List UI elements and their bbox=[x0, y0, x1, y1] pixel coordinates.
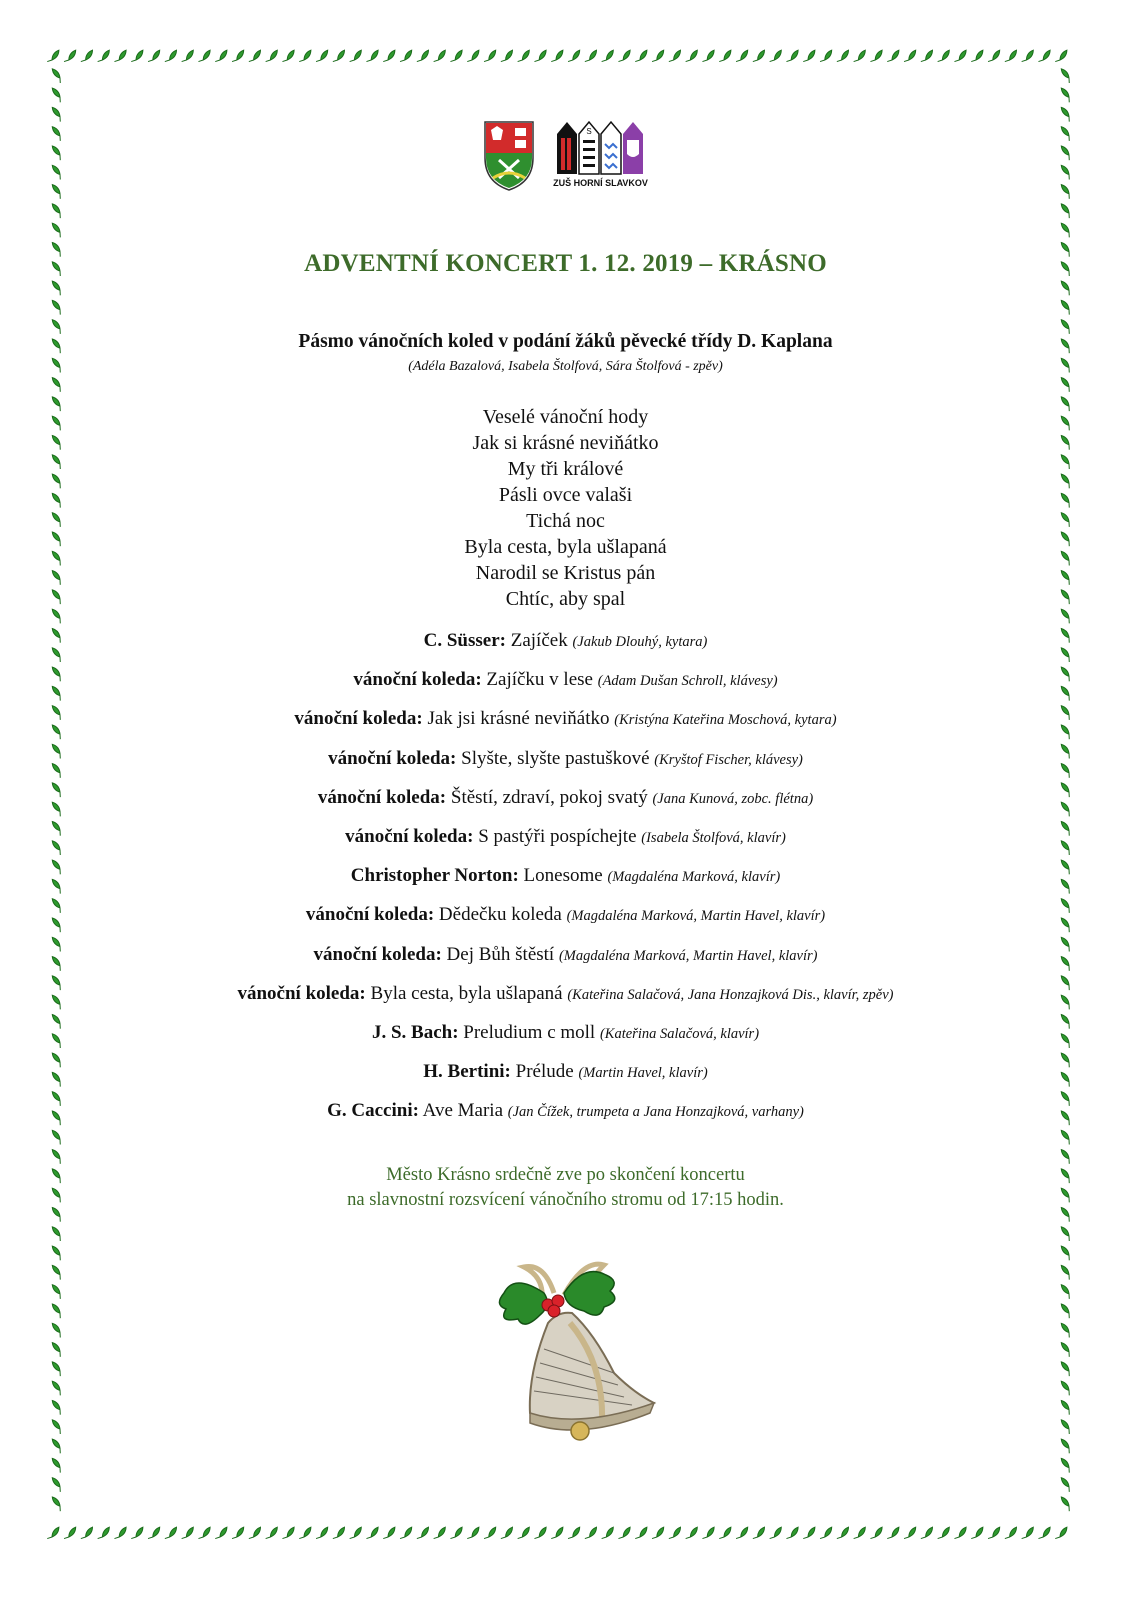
subtitle: Pásmo vánočních koled v podání žáků pěvecké třídy D. Kaplana bbox=[298, 331, 833, 352]
holly-leaf bbox=[50, 1245, 64, 1260]
holly-leaf bbox=[50, 299, 64, 314]
holly-leaf bbox=[719, 1525, 732, 1541]
holly-leaf bbox=[467, 48, 480, 64]
program-item bbox=[0, 628, 1131, 667]
program-item bbox=[0, 981, 1131, 1020]
holly-leaf bbox=[887, 48, 900, 64]
holly-leaf bbox=[182, 48, 195, 64]
performer: (Kateřina Salačová, Jana Honzajková Dis., klavír, zpěv) bbox=[567, 986, 894, 1003]
holly-leaf bbox=[568, 1525, 581, 1541]
holly-leaf bbox=[400, 1525, 413, 1541]
holly-leaf bbox=[50, 1361, 64, 1376]
piece: Ave Maria bbox=[418, 1100, 508, 1122]
performers: (Adéla Bazalová, Isabela Štolfová, Sára Štolfová - zpěv) bbox=[408, 359, 723, 374]
holly-leaf bbox=[585, 48, 598, 64]
holly-leaf bbox=[50, 280, 64, 295]
holly-leaf bbox=[1022, 48, 1035, 64]
holly-leaf bbox=[249, 1525, 262, 1541]
holly-leaf bbox=[1059, 222, 1073, 237]
piece: Dědečku koleda bbox=[434, 904, 567, 926]
holly-leaf bbox=[299, 1525, 312, 1541]
piece: Prélude bbox=[510, 1061, 579, 1083]
holly-leaf bbox=[702, 1525, 715, 1541]
holly-leaf bbox=[635, 1525, 648, 1541]
holly-leaf bbox=[854, 1525, 867, 1541]
school-logo bbox=[553, 120, 648, 188]
program-item bbox=[0, 1020, 1131, 1059]
holly-leaf bbox=[820, 48, 833, 64]
song-item: Jak si krásné neviňátko bbox=[472, 432, 659, 454]
holly-leaf bbox=[1005, 48, 1018, 64]
holly-leaf bbox=[904, 1525, 917, 1541]
holly-leaf bbox=[1059, 1380, 1073, 1395]
holly-leaf bbox=[131, 48, 144, 64]
holly-leaf bbox=[81, 48, 94, 64]
holly-leaf bbox=[534, 1525, 547, 1541]
holly-leaf bbox=[98, 48, 111, 64]
holly-leaf bbox=[652, 1525, 665, 1541]
holly-leaf bbox=[50, 1419, 64, 1434]
composer: vánoční koleda: bbox=[313, 943, 442, 965]
song-item: Narodil se Kristus pán bbox=[475, 562, 656, 584]
holly-leaf bbox=[1059, 1341, 1073, 1356]
piece: Byla cesta, byla ušlapaná bbox=[365, 982, 568, 1004]
holly-leaf bbox=[50, 1438, 64, 1453]
song-item: Byla cesta, byla ušlapaná bbox=[464, 536, 667, 558]
holly-leaf bbox=[1059, 203, 1073, 218]
holly-leaf bbox=[316, 48, 329, 64]
performer: (Jana Kunová, zobc. flétna) bbox=[652, 790, 814, 807]
holly-leaf bbox=[770, 48, 783, 64]
holly-leaf bbox=[484, 1525, 497, 1541]
program-item bbox=[0, 785, 1131, 824]
holly-leaf bbox=[938, 1525, 951, 1541]
holly-leaf bbox=[1005, 1525, 1018, 1541]
holly-leaf bbox=[753, 1525, 766, 1541]
holly-leaf bbox=[702, 48, 715, 64]
piece: Slyšte, slyšte pastuškové bbox=[456, 747, 655, 769]
composer: H. Bertini: bbox=[423, 1061, 511, 1083]
holly-leaf bbox=[1059, 1322, 1073, 1337]
invitation-line: Město Krásno srdečně zve po skončení koncertu bbox=[386, 1165, 745, 1185]
holly-leaf bbox=[988, 1525, 1001, 1541]
song-item: Chtíc, aby spal bbox=[505, 588, 626, 610]
holly-leaf bbox=[434, 48, 447, 64]
holly-leaf bbox=[333, 48, 346, 64]
holly-leaf bbox=[870, 1525, 883, 1541]
performer: (Magdaléna Marková, Martin Havel, klavír) bbox=[566, 908, 826, 925]
logo-row bbox=[0, 120, 1131, 192]
holly-leaf bbox=[50, 1457, 64, 1472]
holly-leaf bbox=[165, 48, 178, 64]
holly-leaf bbox=[803, 48, 816, 64]
holly-leaf bbox=[971, 48, 984, 64]
song-item: Pásli ovce valaši bbox=[498, 484, 633, 506]
program-item bbox=[0, 824, 1131, 863]
holly-leaf bbox=[1055, 1525, 1068, 1541]
holly-leaf bbox=[1059, 1148, 1073, 1163]
holly-leaf bbox=[50, 1226, 64, 1241]
performer: (Kristýna Kateřina Moschová, kytara) bbox=[614, 712, 837, 729]
holly-leaf bbox=[786, 1525, 799, 1541]
holly-leaf bbox=[971, 1525, 984, 1541]
holly-leaf bbox=[568, 48, 581, 64]
holly-leaf bbox=[1059, 1457, 1073, 1472]
piece: Štěstí, zdraví, pokoj svatý bbox=[446, 786, 653, 808]
holly-leaf bbox=[602, 48, 615, 64]
holly-leaf bbox=[753, 48, 766, 64]
program-item bbox=[0, 667, 1131, 706]
holly-leaf bbox=[215, 1525, 228, 1541]
holly-leaf bbox=[1059, 280, 1073, 295]
holly-leaf bbox=[450, 1525, 463, 1541]
holly-leaf bbox=[736, 1525, 749, 1541]
holly-leaf bbox=[417, 48, 430, 64]
holly-leaf bbox=[81, 1525, 94, 1541]
holly-leaf bbox=[148, 1525, 161, 1541]
holly-leaf bbox=[114, 1525, 127, 1541]
performer: (Magdaléna Marková, Martin Havel, klavír) bbox=[558, 947, 818, 964]
holly-leaf bbox=[467, 1525, 480, 1541]
holly-leaf bbox=[1059, 1283, 1073, 1298]
holly-leaf bbox=[1059, 1245, 1073, 1260]
holly-leaf bbox=[1055, 48, 1068, 64]
holly-leaf bbox=[988, 48, 1001, 64]
holly-leaf bbox=[383, 48, 396, 64]
holly-leaf bbox=[400, 48, 413, 64]
holly-leaf bbox=[1059, 376, 1073, 391]
holly-leaf bbox=[50, 222, 64, 237]
song-item: My tři králové bbox=[507, 458, 624, 480]
holly-leaf bbox=[50, 1496, 64, 1511]
holly-leaf bbox=[618, 1525, 631, 1541]
composer: G. Caccini: bbox=[327, 1100, 419, 1122]
holly-leaf bbox=[148, 48, 161, 64]
holly-leaf bbox=[1059, 68, 1073, 83]
piece: Zajíček bbox=[505, 630, 573, 651]
performer: (Magdaléna Marková, klavír) bbox=[607, 869, 781, 886]
holly-leaf bbox=[50, 87, 64, 102]
holly-leaf bbox=[333, 1525, 346, 1541]
composer: J. S. Bach: bbox=[371, 1021, 459, 1043]
holly-leaf bbox=[50, 1322, 64, 1337]
holly-leaf bbox=[215, 48, 228, 64]
holly-leaf bbox=[282, 1525, 295, 1541]
holly-leaf bbox=[1059, 1226, 1073, 1241]
performer: (Isabela Štolfová, klavír) bbox=[641, 829, 786, 846]
holly-leaf bbox=[50, 1148, 64, 1163]
holly-leaf bbox=[551, 48, 564, 64]
holly-leaf bbox=[1059, 1303, 1073, 1318]
town-crest-icon bbox=[483, 120, 535, 192]
holly-leaf bbox=[652, 48, 665, 64]
holly-leaf bbox=[921, 1525, 934, 1541]
christmas-bell-icon bbox=[484, 1253, 664, 1453]
composer: Christopher Norton: bbox=[350, 865, 519, 887]
holly-leaf bbox=[954, 48, 967, 64]
holly-leaf bbox=[551, 1525, 564, 1541]
holly-leaf bbox=[686, 48, 699, 64]
composer: vánoční koleda: bbox=[237, 982, 366, 1004]
holly-leaf bbox=[299, 48, 312, 64]
composer: C. Süsser: bbox=[423, 630, 506, 651]
program-item bbox=[0, 1098, 1131, 1137]
holly-leaf bbox=[602, 1525, 615, 1541]
holly-leaf bbox=[820, 1525, 833, 1541]
holly-leaf bbox=[417, 1525, 430, 1541]
holly-leaf bbox=[786, 48, 799, 64]
holly-leaf bbox=[434, 1525, 447, 1541]
holly-leaf bbox=[837, 48, 850, 64]
holly-leaf bbox=[350, 48, 363, 64]
holly-leaf bbox=[266, 48, 279, 64]
holly-leaf bbox=[1022, 1525, 1035, 1541]
invitation bbox=[0, 1163, 1131, 1213]
holly-leaf bbox=[938, 48, 951, 64]
holly-leaf bbox=[1059, 1399, 1073, 1414]
holly-leaf bbox=[803, 1525, 816, 1541]
holly-leaf bbox=[686, 1525, 699, 1541]
holly-leaf bbox=[50, 1341, 64, 1356]
holly-leaf bbox=[316, 1525, 329, 1541]
performer: (Martin Havel, klavír) bbox=[578, 1065, 708, 1082]
invitation-line: na slavnostní rozsvícení vánočního stromu od 17:15 hodin. bbox=[347, 1190, 784, 1210]
holly-leaf bbox=[484, 48, 497, 64]
performer: (Adam Dušan Schroll, klávesy) bbox=[597, 673, 778, 690]
holly-leaf bbox=[47, 48, 60, 64]
holly-leaf bbox=[282, 48, 295, 64]
song-list bbox=[0, 404, 1131, 612]
holly-leaf bbox=[518, 1525, 531, 1541]
holly-leaf bbox=[954, 1525, 967, 1541]
holly-leaf bbox=[854, 48, 867, 64]
holly-leaf bbox=[1059, 1264, 1073, 1279]
holly-leaf bbox=[1038, 1525, 1051, 1541]
performer: (Kateřina Salačová, klavír) bbox=[599, 1025, 760, 1042]
song-item: Tichá noc bbox=[526, 510, 605, 532]
program-item bbox=[0, 863, 1131, 902]
holly-leaf bbox=[1059, 1438, 1073, 1453]
holly-leaf bbox=[366, 1525, 379, 1541]
holly-leaf bbox=[635, 48, 648, 64]
program-item bbox=[0, 942, 1131, 981]
holly-leaf bbox=[870, 48, 883, 64]
performer: (Jan Čížek, trumpeta a Jana Honzajková, varhany) bbox=[507, 1104, 804, 1121]
holly-leaf bbox=[719, 48, 732, 64]
composer: vánoční koleda: bbox=[294, 708, 423, 730]
holly-leaf bbox=[1059, 87, 1073, 102]
holly-leaf bbox=[232, 1525, 245, 1541]
holly-leaf bbox=[131, 1525, 144, 1541]
holly-leaf bbox=[50, 1264, 64, 1279]
holly-leaf bbox=[887, 1525, 900, 1541]
program-item bbox=[0, 1059, 1131, 1098]
holly-leaf bbox=[669, 48, 682, 64]
page-title: ADVENTNÍ KONCERT 1. 12. 2019 – KRÁSNO bbox=[304, 250, 827, 277]
holly-leaf bbox=[50, 1303, 64, 1318]
holly-leaf bbox=[770, 1525, 783, 1541]
holly-leaf bbox=[366, 48, 379, 64]
holly-leaf bbox=[904, 48, 917, 64]
holly-leaf bbox=[501, 1525, 514, 1541]
holly-leaf bbox=[232, 48, 245, 64]
composer: vánoční koleda: bbox=[328, 747, 457, 769]
holly-leaf bbox=[114, 48, 127, 64]
holly-leaf bbox=[249, 48, 262, 64]
holly-leaf bbox=[618, 48, 631, 64]
program-item bbox=[0, 902, 1131, 941]
holly-leaf bbox=[1059, 1419, 1073, 1434]
program-item bbox=[0, 706, 1131, 745]
holly-leaf bbox=[50, 68, 64, 83]
holly-leaf bbox=[266, 1525, 279, 1541]
holly-leaf bbox=[585, 1525, 598, 1541]
holly-leaf bbox=[198, 48, 211, 64]
piece: Preludium c moll bbox=[458, 1021, 600, 1043]
program-list bbox=[0, 628, 1131, 1137]
holly-leaf bbox=[350, 1525, 363, 1541]
holly-leaf bbox=[921, 48, 934, 64]
holly-leaf bbox=[669, 1525, 682, 1541]
piece: Jak jsi krásné neviňátko bbox=[422, 708, 615, 730]
holly-leaf bbox=[450, 48, 463, 64]
holly-leaf bbox=[198, 1525, 211, 1541]
holly-leaf bbox=[64, 1525, 77, 1541]
holly-leaf bbox=[165, 1525, 178, 1541]
holly-leaf bbox=[518, 48, 531, 64]
holly-leaf bbox=[383, 1525, 396, 1541]
svg-text:S: S bbox=[585, 127, 592, 136]
holly-leaf bbox=[1059, 299, 1073, 314]
holly-leaf bbox=[50, 376, 64, 391]
composer: vánoční koleda: bbox=[317, 786, 447, 808]
zus-horni-slavkov-logo-icon bbox=[555, 120, 647, 176]
holly-leaf bbox=[534, 48, 547, 64]
composer: vánoční koleda: bbox=[345, 825, 474, 847]
holly-leaf bbox=[50, 1283, 64, 1298]
holly-leaf bbox=[736, 48, 749, 64]
holly-leaf bbox=[50, 1380, 64, 1395]
holly-leaf bbox=[50, 203, 64, 218]
holly-leaf bbox=[182, 1525, 195, 1541]
holly-leaf bbox=[837, 1525, 850, 1541]
holly-leaf bbox=[501, 48, 514, 64]
holly-leaf bbox=[1059, 1496, 1073, 1511]
song-item: Veselé vánoční hody bbox=[482, 406, 649, 428]
piece: Zajíčku v lese bbox=[481, 669, 598, 691]
holly-leaf bbox=[1038, 48, 1051, 64]
piece: Lonesome bbox=[518, 865, 608, 887]
composer: vánoční koleda: bbox=[353, 669, 482, 691]
holly-leaf bbox=[98, 1525, 111, 1541]
performer: (Jakub Dlouhý, kytara) bbox=[572, 634, 708, 650]
holly-leaf bbox=[64, 48, 77, 64]
holly-leaf bbox=[1059, 1476, 1073, 1491]
performer: (Kryštof Fischer, klávesy) bbox=[654, 751, 803, 768]
composer: vánoční koleda: bbox=[305, 904, 435, 926]
school-logo-caption: ZUŠ HORNÍ SLAVKOV bbox=[553, 178, 648, 188]
holly-leaf bbox=[47, 1525, 60, 1541]
piece: Dej Bůh štěstí bbox=[441, 943, 559, 965]
holly-leaf bbox=[1059, 1361, 1073, 1376]
holly-leaf bbox=[50, 1476, 64, 1491]
holly-leaf bbox=[50, 1399, 64, 1414]
program-item bbox=[0, 746, 1131, 785]
piece: S pastýři pospíchejte bbox=[473, 825, 642, 847]
